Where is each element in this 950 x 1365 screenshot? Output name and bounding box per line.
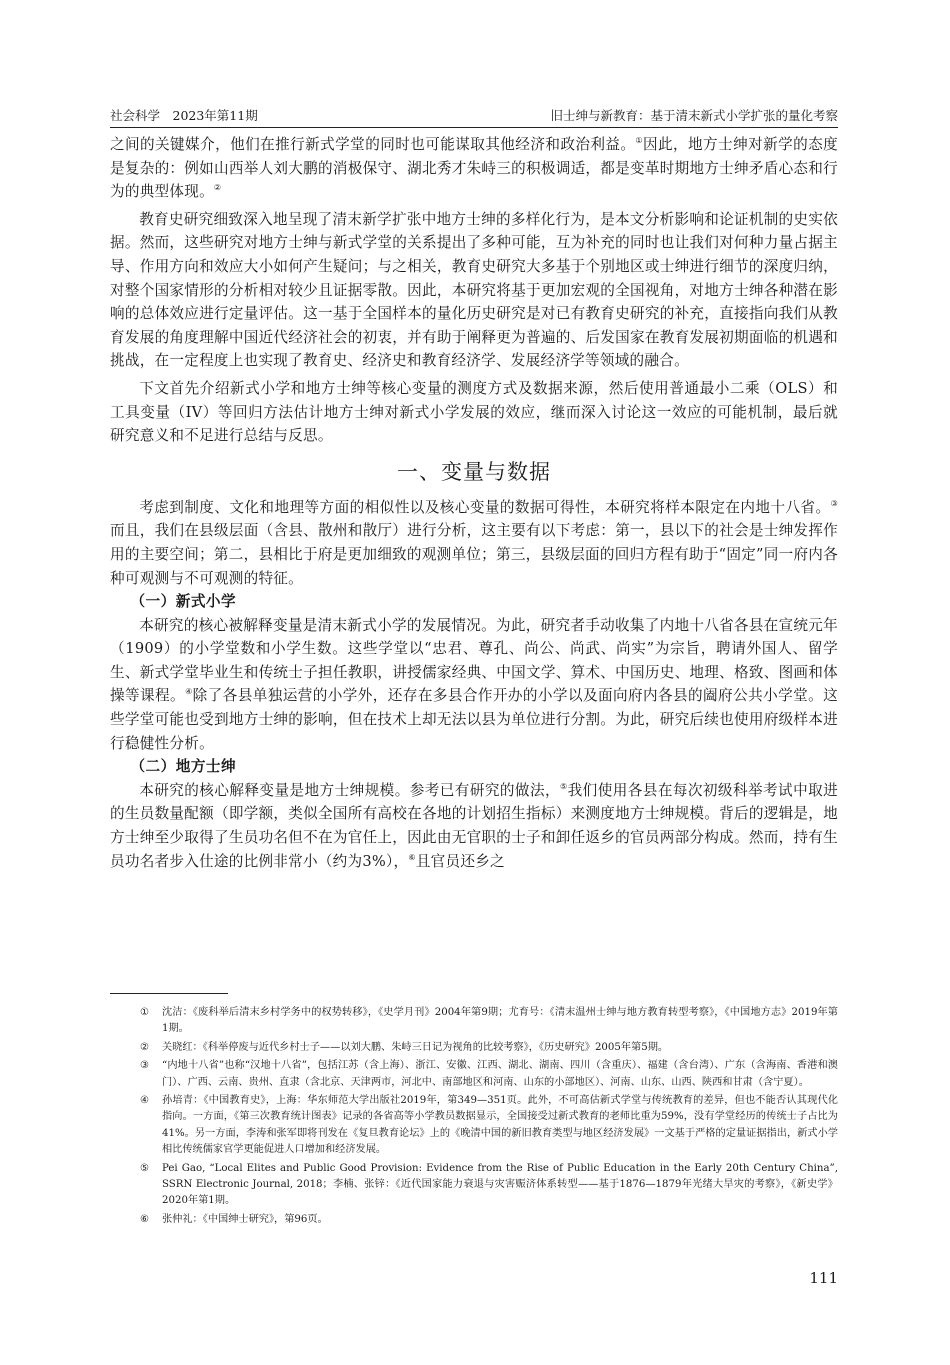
text-run: 我们使用各县在每次初级科举考试中取进的生员数量配额（即学额，类似全国所有高校在各地的计划招生指标）来测度地方士绅规模。背后的逻辑是，地方士绅至少取得了生员功名但不在为官任上，因此由无官职的士子和卸任返乡的官员两部分构成。然而，持有生员功名者步入仕途的比例非常小（约为3%）， <box>110 781 838 870</box>
text-run: 之间的关键媒介，他们在推行新式学堂的同时也可能谋取其他经济和政治利益。 <box>110 136 636 153</box>
paragraph <box>110 614 838 756</box>
header-rule <box>110 127 838 128</box>
footnotes <box>140 1005 838 1230</box>
footnote-ref[interactable]: ② <box>213 183 222 193</box>
footnote-number: ② <box>140 1041 150 1053</box>
paragraph: 教育史研究细致深入地呈现了清末新学扩张中地方士绅的多样化行为，是本文分析影响和论证机制的史实依据。然而，这些研究对地方士绅与新式学堂的关系提出了多种可能，互为补充的同时也让我们对何种力量占据主导、作用方向和效应大小如何产生疑问；与之相关，教育史研究大多基于个别地区或士绅进行细节的深度归纳，对整个国家情形的分析相对较少且证据零散。因此，本研究将基于更加宏观的全国视角，对地方士绅各种潜在影响的总体效应进行定量评估。这一基于全国样本的量化历史研究是对已有教育史研究的补充，直接指向我们从教育发展的角度理解中国近代经济社会的初衷，并有助于阐释更为普遍的、后发国家在教育发展初期面临的机遇和挑战，在一定程度上也实现了教育史、经济史和教育经济学、发展经济学等领域的融合。 <box>110 210 838 370</box>
paragraph <box>110 133 838 204</box>
footnote <box>140 1058 838 1091</box>
main-text <box>110 133 838 873</box>
text-run: 且官员还乡之 <box>415 852 505 870</box>
footnote-text: Pei Gao, “Local Elites and Public Good Provision: Evidence from the Rise of Public Education in the Early 20th Century China”, SSRN Electronic Journal, 2018；李楠、张锌：《近代国家能力衰退与灾害赈济体系转型——基于1876—1879年光绪大旱灾的考察》，《新史学》2020年第1期。 <box>162 1162 838 1207</box>
footnote-text: 关晓红：《科举停废与近代乡村士子——以刘大鹏、朱峙三日记为视角的比较考察》，《历史研究》2005年第5期。 <box>162 1041 669 1053</box>
footnote-number: ③ <box>140 1060 150 1072</box>
paragraph <box>110 779 838 873</box>
footnote-ref[interactable]: ⑤ <box>560 781 568 791</box>
subsection-heading: （一）新式小学 <box>130 593 237 611</box>
footnote-text: 孙培青：《中国教育史》，上海：华东师范大学出版社2019年，第349—351页。此外，不可高估新式学堂与传统教育的差异，但也不能否认其现代化指向。一方面，《第三次教育统计图表》记录的各省高等小学教员数据显示，全国接受过新式教育的老师比重为59%，没有学堂经历的传统士子占比为41%。另一方面，李涛和张军即将刊发在《复旦教育论坛》上的《晚清中国的新旧教育类型与地区经济发展》一文基于严格的定量证据指出，新式小学相比传统儒家官学更能促进人口增加和经济发展。 <box>162 1095 838 1156</box>
footnote-number: ⑥ <box>140 1213 150 1225</box>
footnote-rule <box>110 993 228 994</box>
footnote-text: 张仲礼：《中国绅士研究》，第96页。 <box>162 1213 328 1225</box>
subsection-heading: （二）地方士绅 <box>130 758 237 776</box>
text-run: 考虑到制度、文化和地理等方面的相似性以及核心变量的数据可得性，本研究将样本限定在内地十八省。 <box>139 498 831 516</box>
footnote-ref[interactable]: ⑥ <box>408 852 416 862</box>
footnote-ref[interactable]: ④ <box>185 687 193 697</box>
running-header <box>110 106 838 126</box>
footnote <box>140 1161 838 1210</box>
text-run: 本研究的核心被解释变量是清末新式小学的发展情况。为此，研究者手动收集了内地十八省各县在宣统元年（1909）的小学堂数和小学生数。这些学堂以“忠君、尊孔、尚公、尚武、尚实”为宗旨，聘请外国人、留学生、新式学堂毕业生和传统士子担任教职，讲授儒家经典、中国文学、算术、中国历史、地理、格致、图画和体操等课程。 <box>110 616 838 705</box>
article-title: 旧士绅与新教育：基于清末新式小学扩张的量化考察 <box>550 108 838 123</box>
footnote <box>140 1212 838 1228</box>
section-heading: 一、变量与数据 <box>397 459 551 484</box>
text-run: 因此，地方士绅对新学的态度是复杂的：例如山西举人刘大鹏的消极保守、湖北秀才朱峙三的积极调适，都是变革时期地方士绅矛盾心态和行为的典型体现。 <box>110 136 838 201</box>
page-number: 111 <box>809 1269 838 1287</box>
footnote <box>140 1040 838 1056</box>
footnote-ref[interactable]: ① <box>635 136 643 145</box>
text-run: 而且，我们在县级层面（含县、散州和散厅）进行分析，这主要有以下考虑：第一，县以下的社会是士绅发挥作用的主要空间；第二，县相比于府是更加细致的观测单位；第三，县级层面的回归方程有助于“固定”同一府内各种可观测与不可观测的特征。 <box>110 522 838 587</box>
paragraph <box>110 496 838 590</box>
footnote <box>140 1093 838 1159</box>
footnote <box>140 1005 838 1038</box>
paragraph: 下文首先介绍新式小学和地方士绅等核心变量的测度方式及数据来源，然后使用普通最小二乘（OLS）和工具变量（IV）等回归方法估计地方士绅对新式小学发展的效应，继而深入讨论这一效应的可能机制，最后就研究意义和不足进行总结与反思。 <box>110 379 838 445</box>
footnote-number: ⑤ <box>140 1162 150 1174</box>
text-run: 除了各县单独运营的小学外，还存在多县合作开办的小学以及面向府内各县的阖府公共小学堂。这些学堂可能也受到地方士绅的影响，但在技术上却无法以县为单位进行分割。为此，研究后续也使用府级样本进行稳健性分析。 <box>110 687 838 752</box>
footnote-number: ④ <box>140 1095 150 1107</box>
footnote-ref[interactable]: ③ <box>830 498 838 508</box>
footnote-number: ① <box>140 1007 150 1018</box>
footnote-text: 沈洁：《废科举后清末乡村学务中的权势转移》，《史学月刊》2004年第9期；尤育号：《清末温州士绅与地方教育转型考察》，《中国地方志》2019年第1期。 <box>162 1007 838 1035</box>
footnote-text: “内地十八省”也称“汉地十八省”，包括江苏（含上海）、浙江、安徽、江西、湖北、湖南、四川（含重庆）、福建（含台湾）、广东（含海南、香港和澳门）、广西、云南、贵州、直隶（含北京、天津两市，河北中、南部地区和河南、山东的小部地区）、河南、山东、山西、陕西和甘肃（含宁夏）。 <box>162 1060 838 1088</box>
text-run: 本研究的核心解释变量是地方士绅规模。参考已有研究的做法， <box>139 781 561 799</box>
journal-info: 社会科学 2023年第11期 <box>110 108 258 123</box>
